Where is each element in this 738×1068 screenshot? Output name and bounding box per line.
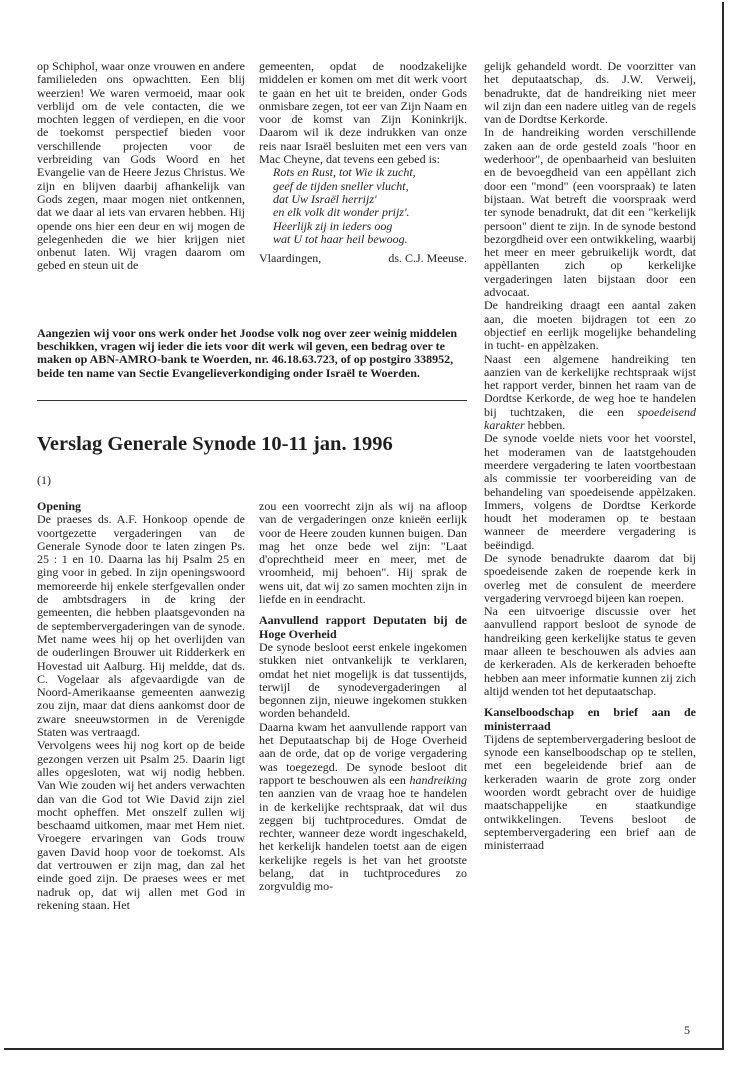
paragraph: gelijk gehandeld wordt. De voorzitter van het deputaatschap, ds. J.W. Verweij, benadrukte, dat de handreiking niet meer wil zijn dan een nadere uitleg van de regels van de Dordtse Kerkorde. [484, 59, 696, 127]
poem-line: en elk volk dit wonder prijz'. [273, 205, 410, 220]
article-column-1 [37, 500, 245, 912]
section-heading: Aanvullend rapport Deputaten bij de Hoge Overheid [259, 613, 467, 641]
paragraph: Vervolgens wees hij nog kort op de beide gezongen verzen uit Psalm 25. Daarin ligt alles opgesloten, wat wij nodig hebben. Van Wie zouden wij het anders verwachten dan van die God tot Wie David zijn ziel mocht opheffen. Met onszelf zullen wij beschaamd uitkomen, maar met Hem niet. Vroegere ervaringen van Gods trouw gaven David hoop voor de toekomst. Als dat vertrouwen er zijn mag, dan zal het einde goed zijn. De praeses wees er met nadruk op, dat wij allen met God in rekening staan. Het [37, 738, 245, 912]
poem-line: wat U tot haar heil bewoog. [273, 231, 408, 246]
poem-line: Rots en Rust, tot Wie ik zucht, [273, 165, 416, 180]
paragraph: Tijdens de septembervergadering besloot de synode een kanselboodschap op te stellen, met een begeleidende brief aan de kerkeraden waarin de grote zorg onder woorden wordt gebracht over de huidige maatschappelijke en staatkundige ontwikkelingen. Tevens besloot de septembervergadering een brief aan de ministerraad [484, 731, 696, 853]
paragraph: In de handreiking worden verschillende zaken aan de orde gesteld zoals "hoor en wederhoor", de openbaarheid van besluiten en de bevoegdheid van een appèllant zich door een "mond" (een voorspraak) te laten bijstaan. Wat betreft die voorspraak werd ter synode benadrukt, dat dit een "kerkelijk persoon" dient te zijn. In de synode bestond bezorgdheid over een ontwikkeling, waarbij het meer en meer gebruikelijk wordt, dat appèllanten zich op kerkelijke vergaderingen laten bijstaan door een advocaat. [484, 125, 696, 300]
article-column-2 [259, 500, 467, 894]
poem-line: geef de tijden sneller vlucht, [273, 178, 409, 193]
paragraph: De handreiking draagt een aantal zaken aan, die moeten bijdragen tot een zo objectief en eerlijk mogelijke behandeling in tucht- en appèlzaken. [484, 298, 696, 353]
top-column-2 [259, 60, 467, 265]
signature-author: ds. C.J. Meeuse. [388, 251, 467, 266]
paragraph: gemeenten, opdat de noodzakelijke middelen er komen om met dit werk voort te gaan en het uit te breiden, onder Gods onmisbare zegen, tot eer van Zijn Naam en voor de komst van Zijn Koninkrijk. Daarom wil ik deze indrukken van onze reis naar Israël besluiten met een vers van Mac Cheyne, dat tevens een gebed is: [259, 59, 467, 167]
section-heading: Kanselboodschap en brief aan de ministerraad [484, 705, 696, 733]
article-title: Verslag Generale Synode 10-11 jan. 1996 [37, 433, 393, 455]
divider [37, 400, 467, 401]
article-number: (1) [37, 473, 51, 487]
signature [259, 252, 467, 265]
poem [259, 166, 467, 246]
top-column-1 [37, 60, 245, 273]
donation-appeal: Aangezien wij voor ons werk onder het Joodse volk nog over zeer weinig middelen beschikken, vragen wij ieder die iets voor dit werk wil geven, een bedrag over te maken op ABN-AMRO-bank te Woerden, nr. 46.18.63.723, of op postgiro 338952, beide ten name van Sectie Evangelieverkondiging onder Israël te Woerden. [37, 326, 458, 380]
text: hebben. [527, 418, 566, 433]
paragraph: De praeses ds. A.F. Honkoop opende de voortgezette vergaderingen van de Generale Synode door te laten zingen Ps. 25 : 1 en 10. Daarna las hij Psalm 25 en ging voor in gebed. In zijn openingswoord memoreerde hij enkele sterfgevallen onder de ambtsdragers in de kring der gemeenten, die hebben plaatsgevonden na de septembervergaderingen van de synode. Met name wees hij op het overlijden van de ouderlingen Brouwer uit Ridderkerk en Hovestad uit Aalburg. Hij meldde, dat ds. C. Vogelaar als afgevaardigde van de Noord-Amerikaanse gemeenten aanwezig zou zijn, maar dat diens aankomst door de zware sneeuwstormen in de Verenigde Staten was vertraagd. [37, 512, 245, 740]
emphasis: handreiking [409, 772, 468, 787]
right-column [484, 60, 696, 853]
page-border-right [722, 2, 724, 1050]
paragraph [484, 353, 696, 433]
paragraph: zou een voorrecht zijn als wij na afloop van de vergaderingen onze knieën eerlijk voor de Heere zouden kunnen buigen. Dan mag het onze bede wel zijn: "Laat d'oprechtheid meer en meer, met de vroomheid, mij behoen". Hij sprak de wens uit, dat wij zo samen mochten zijn in liefde en in eendracht. [259, 499, 467, 607]
page-number: 5 [684, 1023, 690, 1037]
paragraph: De synode benadrukte daarom dat bij spoedeisende zaken de roepende kerk in overleg met de consulent de meerdere vergadering vervroegd bijeen kan roepen. [484, 550, 696, 605]
text: Daarna kwam het aanvullende rapport van het Deputaatschap bij de Hoge Overheid aan de orde, dat op de vorige vergadering was toegezegd. De synode besloot dit rapport te beschouwen als een [259, 719, 467, 787]
paragraph: De synode voelde niets voor het voorstel, het moderamen van de laatstgehouden meerdere vergadering te laten voortbestaan als commissie ter voorbereiding van de behandeling van spoedeisende appèlzaken. Immers, volgens de Dordtse Kerkorde houdt het moderamen op te bestaan wanneer de meerdere vergadering is beëindigd. [484, 431, 696, 552]
poem-line: dat Uw Israël herrijz' [273, 191, 377, 206]
poem-line: Heerlijk zij in ieders oog [273, 218, 393, 233]
section-heading: Opening [37, 499, 82, 513]
page-border-bottom [4, 1048, 724, 1050]
paragraph [259, 721, 467, 894]
paragraph: op Schiphol, waar onze vrouwen en andere familieleden ons opwachtten. Een blij weerzien! We waren vermoeid, maar ook verblijd om de vele contacten, die we mochten leggen of verdiepen, en die voor de toekomst perspectief bieden voor verschillende projecten voor de verbreiding van Gods Woord en het Evangelie van de Heere Jezus Christus. We zijn en blijven daarbij afhankelijk van Gods zegen, maar mogen niet ontkennen, dat we daar al iets van ervaren hebben. Hij opende ons hier een deur en wij mogen de gelegenheden die we hier krijgen niet onbenut laten. Wij vragen daarom om gebed en steun uit de [37, 59, 245, 273]
text: ten aanzien van de vraag hoe te handelen in de kerkelijke rechtspraak, dat wil dus zeggen bij tuchtprocedures. Omdat de rechter, wanneer deze wordt ingeschakeld, het kerkelijk handelen toetst aan de eigen kerkelijke regels is het van het grootste belang, dat in tuchtprocedures zo zorgvuldig mo- [259, 786, 467, 894]
paragraph: Na een uitvoerige discussie over het aanvullend rapport besloot de synode de handreiking geen kerkelijke status te geven maar alleen te beschouwen als advies aan de kerkeraden. Als de kerkeraden behoefte hebben aan meer informatie kunnen zij zich altijd wenden tot het deputaatschap. [484, 604, 696, 698]
signature-place: Vlaardingen, [259, 251, 322, 266]
emphasis: spoedeisend karakter [484, 404, 697, 433]
text: Naast een algemene handreiking ten aanzien van de kerkelijke rechtspraak wijst het rapport verder, binnen het raam van de Dordtse Kerkorde, de weg hoe te handelen bij tuchtzaken, die een [484, 351, 696, 419]
paragraph: De synode besloot eerst enkele ingekomen stukken niet ontvankelijk te verklaren, omdat het niet mogelijk is dat tussentijds, terwijl de synodevergaderingen al begonnen zijn, nieuwe ingekomen stukken worden behandeld. [259, 639, 467, 721]
